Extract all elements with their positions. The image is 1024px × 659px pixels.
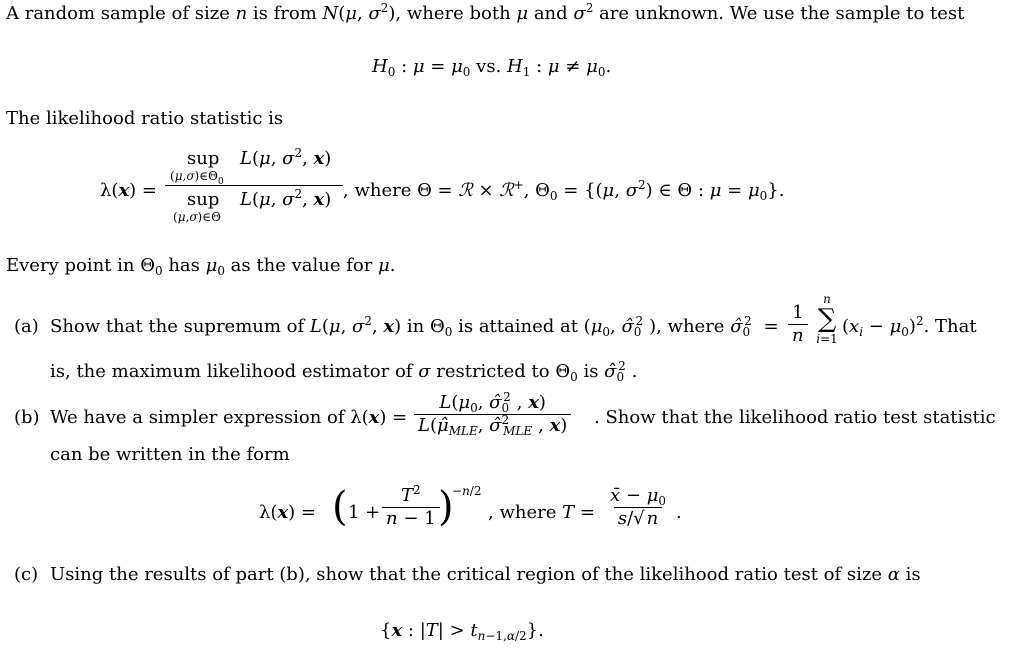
- lambda-fraction: sup $(\mu,\sigma)\in\Theta_0$ L(μ, $\sigma^2$, x) sup (μ,σ)∈Θ L(μ, $\sigma^2$, x): [165, 145, 345, 226]
- part-a-line1: Show that the supremum of L(μ, $\sigma^2$, x) in $\Theta_0$ is attained at ($\mu_0$, $\sigmâ_0^2$ ), where $\sigmâ_0^2$ =: [50, 314, 779, 339]
- every-point-text: Every point in $\Theta_0$ has $\mu_0$ as the value for μ.: [6, 255, 396, 278]
- right-paren: ): [438, 484, 454, 530]
- part-b-label: (b): [14, 407, 40, 428]
- where-T: , where T =: [488, 502, 595, 523]
- part-b-line2: can be written in the form: [50, 444, 290, 465]
- part-b-frac: $\frac{L(\mu_0, \sigmâ_0^2 , x)}{L(\mû_{MLE}, \sigmâ^2_{MLE} , x)}$: [414, 392, 571, 436]
- part-a-line2: is, the maximum likelihood estimator of σ restricted to $\Theta_0$ is $\sigmâ_0^2$ .: [50, 359, 638, 384]
- part-c-line1: Using the results of part (b), show that the critical region of the likelihood ratio test of size α is: [50, 564, 921, 585]
- part-c-label: (c): [14, 564, 39, 585]
- hypotheses: $H_0$ : $\mu = \mu_0$ vs. $H_1$ : $\mu \ne \mu_0$.: [372, 56, 612, 79]
- one-plus: 1 +: [348, 502, 381, 523]
- part-b-line1-end: . Show that the likelihood ratio test statistic: [594, 407, 996, 428]
- intro-text: A random sample of size n is from N(μ, $\sigma^2$), where both μ and $\sigma^2$ are unknown. We use the sample to test: [6, 1, 965, 24]
- part-b-line1-start: We have a simpler expression of λ(x) =: [50, 407, 408, 428]
- critical-region: {x : $|T| > t_{n-1,\alpha/2}$}.: [380, 620, 544, 643]
- part-a-line1-end: $(x_i - \mu_0)^2$. That: [842, 314, 977, 339]
- lr-intro: The likelihood ratio statistic is: [6, 108, 284, 129]
- T-def-frac: $\frac{x̄ - \mu_0}{s/√ n}$: [610, 485, 667, 529]
- T-frac: $\frac{T^2}{n - 1}$: [382, 485, 440, 529]
- part-a-frac: $\frac{1}{n}$: [788, 302, 808, 346]
- part-a-label: (a): [14, 316, 39, 337]
- lr-where: , where Θ = ℛ × ℛ+, $\Theta_0 = \{(\mu$, $\sigma^2$) ∈ Θ : $\mu = \mu_0$}.: [343, 178, 785, 203]
- lambda-label: λ(x) =: [100, 180, 157, 201]
- T-def-period: .: [676, 502, 682, 523]
- lambda-T-lhs: λ(x) =: [259, 502, 316, 523]
- part-a-sum: n ∑ i=1: [816, 292, 838, 347]
- exponent: −n/2: [452, 484, 482, 498]
- left-paren: (: [332, 484, 348, 530]
